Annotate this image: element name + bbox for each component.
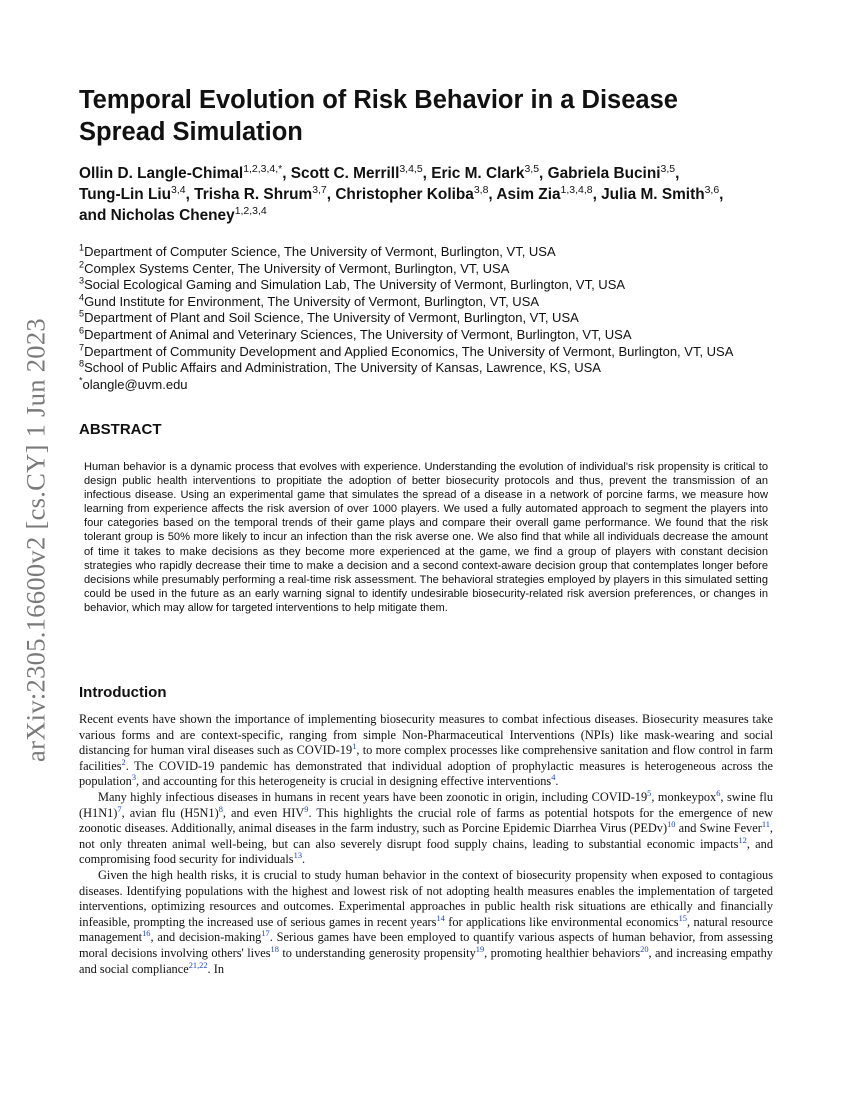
affiliation-text: olangle@uvm.edu	[82, 376, 188, 392]
text-run: .	[302, 852, 306, 867]
intro-paragraph	[79, 868, 773, 977]
affiliation-item	[79, 244, 799, 261]
text-run: , and compromising food security for individuals	[79, 836, 773, 867]
affiliation-mark: 1	[79, 242, 85, 253]
affiliation-text: Social Ecological Gaming and Simulation Lab, The University of Vermont, Burlington, VT, USA	[84, 277, 626, 293]
affiliation-text: Department of Animal and Veterinary Sciences, The University of Vermont, Burlington, VT, USA	[84, 326, 632, 342]
text-run: Recent events have shown the importance of implementing biosecurity measures to combat infectious diseases. Biosecurity measures take various forms and are context-specific, ranging from simple Non-Pharmaceutical Interventions (NPIs) like mask-wearing and social distancing for human viral diseases such as COVID-19	[79, 712, 773, 758]
introduction-heading: Introduction	[79, 684, 167, 701]
affiliation-text: Department of Plant and Soil Science, The University of Vermont, Burlington, VT, USA	[84, 310, 579, 326]
text-run: . The COVID-19 pandemic has demonstrated that individual adoption of prophylactic measures is heterogeneous across the population	[79, 758, 773, 789]
citation-link[interactable]: 4	[551, 773, 556, 783]
abstract-heading: ABSTRACT	[79, 421, 162, 438]
text-run: Many highly infectious diseases in humans in recent years have been zoonotic in origin, including COVID-19	[98, 789, 648, 804]
affiliation-item	[79, 261, 799, 278]
author: Scott C. Merrill$^{3,4,5}$	[290, 163, 423, 182]
affiliation-item	[79, 327, 799, 344]
and-word: and	[79, 207, 107, 224]
citation-link[interactable]: 12	[738, 835, 747, 845]
citation-link[interactable]: 20	[640, 944, 649, 954]
author: Asim Zia$^{1,3,4,8}$	[496, 184, 593, 203]
abstract-text: Human behavior is a dynamic process that evolves with experience. Understanding the evolution of individual's risk propensity is critical to design public health interventions to propitiate the adoption of better biosecurity protocols and thus, prevent the transmission of an infectious disease. Using an experimental game that simulates the spread of a disease in a network of porcine farms, we measure how learning from experience affects the risk aversion of over 1000 players. We used a fully automated approach to segment the players into four categories based on the temporal trends of their game plays and compare their overall game performance. We found that the risk tolerant group is 50% more likely to incur an infection than the risk averse one. We also find that while all individuals decrease the amount of time it takes to make decisions as they become more experienced at the game, we find a group of players with constant decision strategies who rapidly decrease their time to make a decision and a second context-aware decision group that contemplates longer before decisions while presumably performing a real-time risk assessment. The behavioral strategies employed by players in this simulated setting could be used in the future as an early warning signal to identify undesirable biosecurity-related risk aversion preferences, or changes in behavior, which may allow for targeted interventions to help mitigate them.	[84, 461, 768, 614]
citation-link[interactable]: 18	[270, 944, 279, 954]
citation-link[interactable]: 15	[678, 913, 687, 923]
citation-link[interactable]: 2	[121, 757, 126, 767]
citation-link[interactable]: 19	[475, 944, 485, 954]
author: Tung-Lin Liu$^{3,4}$	[79, 184, 186, 203]
text-run: to understanding generosity propensity	[278, 945, 476, 960]
text-run: , avian flu (H5N1)	[121, 805, 219, 820]
affiliation-mark: 7	[79, 342, 85, 353]
author: Julia M. Smith$^{3,6}$	[601, 184, 720, 203]
arxiv-identifier: arXiv:2305.16600v2 [cs.CY] 1 Jun 2023	[20, 318, 51, 762]
affiliation-item	[79, 277, 799, 294]
text-run: . In	[207, 961, 224, 976]
citation-link[interactable]: 7	[117, 804, 122, 814]
text-run: for applications like environmental economics	[444, 914, 679, 929]
text-run: .	[555, 774, 559, 789]
text-run: and Swine Fever	[675, 821, 762, 836]
citation-link[interactable]: 16	[142, 929, 151, 939]
citation-link[interactable]: 17	[261, 929, 270, 939]
citation-link[interactable]: 10	[667, 820, 676, 830]
author: Christopher Koliba$^{3,8}$	[335, 184, 489, 203]
text-run: , monkeypox	[651, 789, 717, 804]
affiliation-text: Complex Systems Center, The University of Vermont, Burlington, VT, USA	[84, 260, 510, 276]
affiliation-mark: 2	[79, 259, 85, 270]
affiliation-text: Department of Community Development and Applied Economics, The University of Vermont, Burlington, VT, USA	[84, 343, 734, 359]
text-run: , and even HIV	[222, 805, 305, 820]
citation-link[interactable]: 6	[716, 788, 721, 798]
citation-link[interactable]: 3	[131, 773, 136, 783]
affiliation-mark: 8	[79, 358, 85, 369]
citation-link[interactable]: 5	[647, 788, 652, 798]
arxiv-side-stamp	[12, 300, 60, 780]
citation-link[interactable]: 21,22	[188, 960, 208, 970]
affiliation-item	[79, 360, 799, 377]
text-run: , natural resource management	[79, 914, 773, 945]
citation-link[interactable]: 9	[304, 804, 309, 814]
introduction-body	[79, 712, 773, 977]
title-line-2: Spread Simulation	[79, 118, 303, 146]
intro-paragraph	[79, 712, 773, 790]
author: Nicholas Cheney$^{1,2,3,4}$	[110, 205, 267, 224]
author: Trisha R. Shrum$^{3,7}$	[194, 184, 327, 203]
citation-link[interactable]: 11	[761, 820, 770, 830]
affiliation-item	[79, 294, 799, 311]
affiliation-list	[79, 244, 799, 393]
text-run: , promoting healthier behaviors	[484, 945, 641, 960]
affiliation-text: Gund Institute for Environment, The University of Vermont, Burlington, VT, USA	[84, 293, 540, 309]
affiliation-item	[79, 310, 799, 327]
affiliation-mark: 5	[79, 309, 85, 320]
affiliation-item	[79, 377, 799, 394]
text-run: , swine flu (H1N1)	[79, 789, 773, 820]
author: Ollin D. Langle-Chimal$^{1,2,3,4,*}$	[79, 163, 283, 182]
affiliation-item	[79, 344, 799, 361]
affiliation-text: School of Public Affairs and Administration, The University of Kansas, Lawrence, KS, USA	[84, 360, 601, 376]
citation-link[interactable]: 14	[436, 913, 445, 923]
text-run: , to more complex processes like comprehensive sanitation and flow control in farm facilities	[79, 743, 773, 773]
text-run: , and increasing empathy and social compliance	[79, 945, 773, 976]
citation-link[interactable]: 8	[218, 804, 223, 814]
paper-title	[79, 84, 779, 148]
author: Eric M. Clark$^{3,5}$	[431, 163, 540, 182]
text-run: Given the high health risks, it is crucial to study human behavior in the context of biosecurity propensity when exposed to contagious diseases. Identifying populations with the highest and lowest risk of not adopting health measures enables the implementation of targeted interventions, optimizing resources and outcomes. Experimental approaches in public health risk situations are ethically and financially infeasible, prompting the increased use of serious games in recent years	[79, 867, 773, 929]
citation-link[interactable]: 13	[293, 851, 302, 861]
affiliation-mark: 4	[79, 292, 85, 303]
citation-link[interactable]: 1	[352, 742, 357, 752]
affiliation-text: Department of Computer Science, The University of Vermont, Burlington, VT, USA	[84, 244, 556, 259]
text-run: , not only threaten animal well-being, but can also severely disrupt food supply chains, leading to substantial economic impacts	[79, 821, 773, 851]
intro-paragraph	[79, 790, 773, 868]
title-line-1: Temporal Evolution of Risk Behavior in a Disease	[79, 86, 678, 114]
affiliation-mark: 6	[79, 325, 85, 336]
author: Gabriela Bucini$^{3,5}$	[547, 163, 676, 182]
affiliation-mark: *	[79, 375, 83, 386]
text-run: , and decision-making	[150, 930, 262, 945]
affiliation-mark: 3	[79, 275, 85, 286]
text-run: . Serious games have been employed to quantify various aspects of human behavior, from assessing moral decisions involving others' lives	[79, 930, 773, 960]
text-run: . This highlights the crucial role of farms as potential hotspots for the emergence of new zoonotic diseases. Additionally, animal diseases in the farm industry, such as Porcine Epidemic Diarrhea Virus (PEDv)	[79, 805, 773, 836]
text-run: , and accounting for this heterogeneity is crucial in designing effective interventions	[136, 774, 552, 789]
author-list: Ollin D. Langle-Chimal$^{1,2,3,4,*}$, Scott C. Merrill$^{3,4,5}$, Eric M. Clark$^{3,5}$, Gabriela Bucini$^{3,5}$, Tung-Lin Liu$^{3,4}$, Trisha R. Shrum$^{3,7}$, Christopher Koliba$^{3,8}$, Asim Zia$^{1,3,4,8}$, Julia M. Smith$^{3,6}$, and Nicholas Cheney$^{1,2,3,4}$	[79, 163, 724, 224]
